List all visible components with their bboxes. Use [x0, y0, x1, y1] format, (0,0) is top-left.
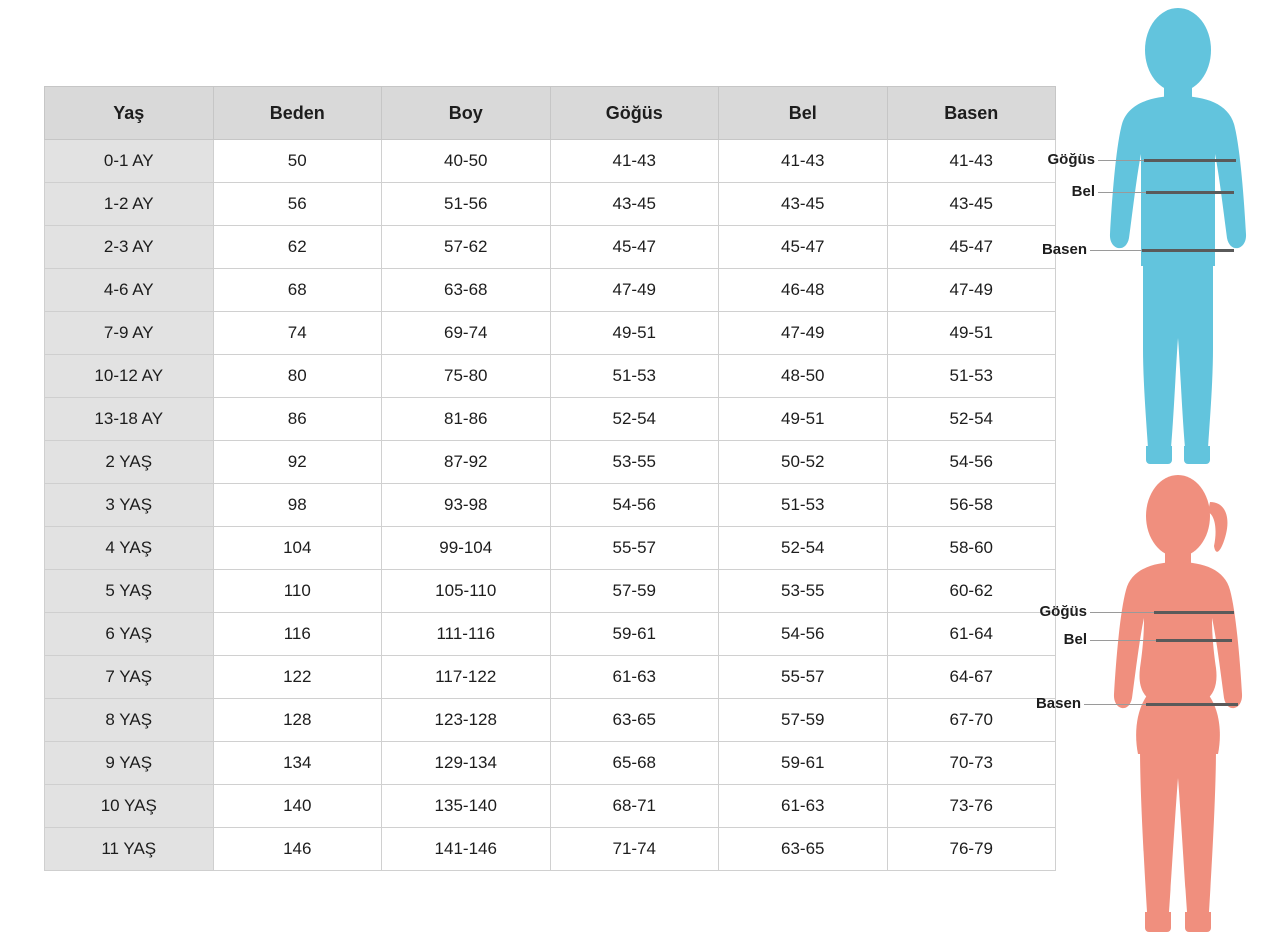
cell-size: 80 [213, 355, 382, 398]
cell-chest: 54-56 [550, 484, 719, 527]
cell-height: 57-62 [382, 226, 551, 269]
cell-hip: 58-60 [887, 527, 1056, 570]
cell-chest: 55-57 [550, 527, 719, 570]
cell-size: 50 [213, 140, 382, 183]
cell-chest: 49-51 [550, 312, 719, 355]
cell-waist: 59-61 [719, 742, 888, 785]
column-header-waist: Bel [719, 87, 888, 140]
girl-waist-line [1156, 639, 1232, 642]
cell-chest: 52-54 [550, 398, 719, 441]
cell-hip: 76-79 [887, 828, 1056, 871]
cell-age: 4-6 AY [45, 269, 214, 312]
girl-waist-leader-line [1090, 640, 1156, 641]
cell-waist: 46-48 [719, 269, 888, 312]
cell-age: 1-2 AY [45, 183, 214, 226]
cell-age: 9 YAŞ [45, 742, 214, 785]
cell-waist: 63-65 [719, 828, 888, 871]
cell-age: 8 YAŞ [45, 699, 214, 742]
cell-chest: 47-49 [550, 269, 719, 312]
cell-waist: 50-52 [719, 441, 888, 484]
cell-size: 134 [213, 742, 382, 785]
table-row [45, 484, 1056, 527]
size-chart-table-container [44, 86, 1056, 871]
table-row [45, 613, 1056, 656]
cell-size: 86 [213, 398, 382, 441]
table-row [45, 742, 1056, 785]
cell-waist: 48-50 [719, 355, 888, 398]
cell-chest: 45-47 [550, 226, 719, 269]
table-body [45, 140, 1056, 871]
cell-age: 10 YAŞ [45, 785, 214, 828]
column-header-hip: Basen [887, 87, 1056, 140]
cell-chest: 41-43 [550, 140, 719, 183]
cell-size: 122 [213, 656, 382, 699]
cell-chest: 51-53 [550, 355, 719, 398]
table-row [45, 312, 1056, 355]
cell-hip: 60-62 [887, 570, 1056, 613]
boy-body-figure [1040, 8, 1280, 478]
table-row [45, 140, 1056, 183]
cell-size: 146 [213, 828, 382, 871]
cell-age: 2 YAŞ [45, 441, 214, 484]
cell-height: 51-56 [382, 183, 551, 226]
cell-waist: 57-59 [719, 699, 888, 742]
girl-silhouette-icon [1098, 472, 1258, 948]
table-row [45, 570, 1056, 613]
cell-age: 13-18 AY [45, 398, 214, 441]
table-row [45, 226, 1056, 269]
table-row [45, 656, 1056, 699]
cell-age: 4 YAŞ [45, 527, 214, 570]
cell-waist: 53-55 [719, 570, 888, 613]
table-header-row [45, 87, 1056, 140]
cell-hip: 47-49 [887, 269, 1056, 312]
boy-chest-line [1144, 159, 1236, 162]
cell-chest: 68-71 [550, 785, 719, 828]
cell-height: 111-116 [382, 613, 551, 656]
cell-height: 123-128 [382, 699, 551, 742]
girl-hip-line [1146, 703, 1238, 706]
cell-size: 92 [213, 441, 382, 484]
cell-height: 63-68 [382, 269, 551, 312]
cell-height: 129-134 [382, 742, 551, 785]
cell-waist: 54-56 [719, 613, 888, 656]
cell-size: 140 [213, 785, 382, 828]
cell-height: 81-86 [382, 398, 551, 441]
cell-chest: 59-61 [550, 613, 719, 656]
cell-hip: 43-45 [887, 183, 1056, 226]
cell-hip: 73-76 [887, 785, 1056, 828]
cell-chest: 65-68 [550, 742, 719, 785]
cell-height: 135-140 [382, 785, 551, 828]
cell-waist: 47-49 [719, 312, 888, 355]
boy-chest-leader-line [1098, 160, 1144, 161]
column-header-age: Yaş [45, 87, 214, 140]
table-row [45, 828, 1056, 871]
table-row [45, 441, 1056, 484]
column-header-chest: Göğüs [550, 87, 719, 140]
girl-chest-leader-line [1090, 612, 1154, 613]
cell-chest: 57-59 [550, 570, 719, 613]
boy-hip-label: Basen [1041, 241, 1087, 258]
cell-waist: 41-43 [719, 140, 888, 183]
cell-height: 75-80 [382, 355, 551, 398]
cell-hip: 67-70 [887, 699, 1056, 742]
table-row [45, 527, 1056, 570]
cell-age: 5 YAŞ [45, 570, 214, 613]
cell-height: 87-92 [382, 441, 551, 484]
cell-hip: 45-47 [887, 226, 1056, 269]
cell-waist: 45-47 [719, 226, 888, 269]
column-header-height: Boy [382, 87, 551, 140]
body-figures-panel [1035, 0, 1280, 948]
cell-size: 116 [213, 613, 382, 656]
boy-silhouette-icon [1098, 8, 1258, 478]
girl-hip-leader-line [1084, 704, 1146, 705]
girl-chest-line [1154, 611, 1234, 614]
cell-age: 2-3 AY [45, 226, 214, 269]
table-row [45, 785, 1056, 828]
girl-body-figure [1035, 472, 1280, 948]
cell-hip: 56-58 [887, 484, 1056, 527]
cell-size: 62 [213, 226, 382, 269]
cell-hip: 41-43 [887, 140, 1056, 183]
cell-size: 128 [213, 699, 382, 742]
cell-size: 68 [213, 269, 382, 312]
table-header [45, 87, 1056, 140]
table-row [45, 398, 1056, 441]
cell-size: 110 [213, 570, 382, 613]
cell-age: 3 YAŞ [45, 484, 214, 527]
cell-waist: 43-45 [719, 183, 888, 226]
cell-chest: 63-65 [550, 699, 719, 742]
cell-hip: 70-73 [887, 742, 1056, 785]
cell-chest: 53-55 [550, 441, 719, 484]
boy-chest-label: Göğüs [1047, 151, 1095, 168]
boy-hip-line [1142, 249, 1234, 252]
cell-age: 0-1 AY [45, 140, 214, 183]
cell-height: 141-146 [382, 828, 551, 871]
cell-size: 98 [213, 484, 382, 527]
column-header-size: Beden [213, 87, 382, 140]
cell-chest: 71-74 [550, 828, 719, 871]
cell-waist: 51-53 [719, 484, 888, 527]
cell-hip: 51-53 [887, 355, 1056, 398]
cell-chest: 61-63 [550, 656, 719, 699]
cell-height: 40-50 [382, 140, 551, 183]
cell-height: 99-104 [382, 527, 551, 570]
size-chart-table [44, 86, 1056, 871]
cell-height: 117-122 [382, 656, 551, 699]
cell-height: 69-74 [382, 312, 551, 355]
cell-size: 56 [213, 183, 382, 226]
cell-age: 7-9 AY [45, 312, 214, 355]
cell-waist: 61-63 [719, 785, 888, 828]
cell-waist: 52-54 [719, 527, 888, 570]
cell-hip: 49-51 [887, 312, 1056, 355]
cell-size: 74 [213, 312, 382, 355]
cell-height: 93-98 [382, 484, 551, 527]
girl-hip-label: Basen [1035, 695, 1081, 712]
cell-waist: 49-51 [719, 398, 888, 441]
girl-chest-label: Göğüs [1039, 603, 1087, 620]
cell-waist: 55-57 [719, 656, 888, 699]
boy-hip-leader-line [1090, 250, 1142, 251]
boy-waist-line [1146, 191, 1234, 194]
cell-height: 105-110 [382, 570, 551, 613]
table-row [45, 183, 1056, 226]
cell-age: 7 YAŞ [45, 656, 214, 699]
cell-hip: 54-56 [887, 441, 1056, 484]
boy-waist-leader-line [1098, 192, 1146, 193]
cell-size: 104 [213, 527, 382, 570]
cell-chest: 43-45 [550, 183, 719, 226]
cell-hip: 64-67 [887, 656, 1056, 699]
girl-waist-label: Bel [1063, 631, 1087, 648]
table-row [45, 355, 1056, 398]
cell-age: 10-12 AY [45, 355, 214, 398]
cell-hip: 61-64 [887, 613, 1056, 656]
cell-hip: 52-54 [887, 398, 1056, 441]
table-row [45, 269, 1056, 312]
cell-age: 6 YAŞ [45, 613, 214, 656]
table-row [45, 699, 1056, 742]
cell-age: 11 YAŞ [45, 828, 214, 871]
boy-waist-label: Bel [1071, 183, 1095, 200]
